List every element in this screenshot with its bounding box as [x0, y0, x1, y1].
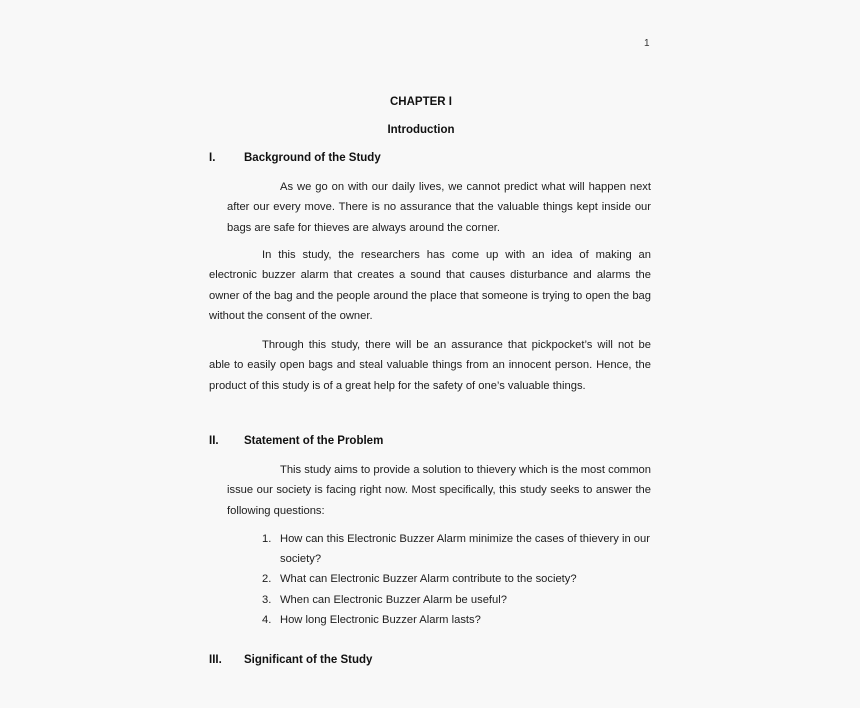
- section-number: III.: [209, 654, 222, 666]
- section-title: Statement of the Problem: [244, 435, 384, 447]
- paragraph-text: As we go on with our daily lives, we cannot predict what will happen next after our every move. There is no assurance that the valuable things kept inside our bags are safe for thieves are always around the corner.: [227, 181, 651, 234]
- paragraph-text: Through this study, there will be an assurance that pickpocket’s will not be able to easily open bags and steal valuable things from an innocent person. Hence, the product of this study is of a great help for the safety of one’s valuable things.: [209, 339, 651, 392]
- list-item: [262, 610, 654, 630]
- section-heading-problem: [209, 435, 383, 447]
- section-title: Background of the Study: [244, 152, 381, 164]
- question-text: How long Electronic Buzzer Alarm lasts?: [280, 613, 481, 626]
- chapter-title: CHAPTER I: [390, 96, 452, 108]
- question-text: When can Electronic Buzzer Alarm be useful?: [280, 593, 507, 606]
- question-text: How can this Electronic Buzzer Alarm minimize the cases of thievery in our society?: [280, 533, 650, 566]
- background-paragraph-1: [227, 177, 651, 238]
- question-number: 4.: [262, 613, 272, 626]
- paragraph-text: In this study, the researchers has come up with an idea of making an electronic buzzer alarm that creates a sound that causes disturbance and alarms the owner of the bag and the people around the place that someone is trying to open the bag without the consent of the owner.: [209, 249, 651, 322]
- background-paragraph-3: [209, 335, 651, 396]
- question-number: 2.: [262, 573, 272, 586]
- questions-list: [262, 529, 654, 630]
- section-title: Significant of the Study: [244, 654, 373, 666]
- list-item: [262, 590, 654, 610]
- chapter-subtitle: Introduction: [387, 124, 455, 136]
- section-number: II.: [209, 435, 219, 447]
- section-heading-significance: [209, 654, 372, 666]
- problem-paragraph: [227, 460, 651, 521]
- question-text: What can Electronic Buzzer Alarm contribute to the society?: [280, 573, 577, 586]
- question-number: 1.: [262, 533, 272, 545]
- section-heading-background: [209, 152, 381, 164]
- section-number: I.: [209, 152, 216, 164]
- background-paragraph-2: [209, 245, 651, 326]
- list-item: [262, 569, 654, 589]
- page-number: 1: [644, 38, 650, 49]
- paragraph-text: This study aims to provide a solution to thievery which is the most common issue our society is facing right now. Most specifically, this study seeks to answer the following questions:: [227, 464, 651, 517]
- question-number: 3.: [262, 593, 272, 606]
- list-item: [262, 529, 654, 569]
